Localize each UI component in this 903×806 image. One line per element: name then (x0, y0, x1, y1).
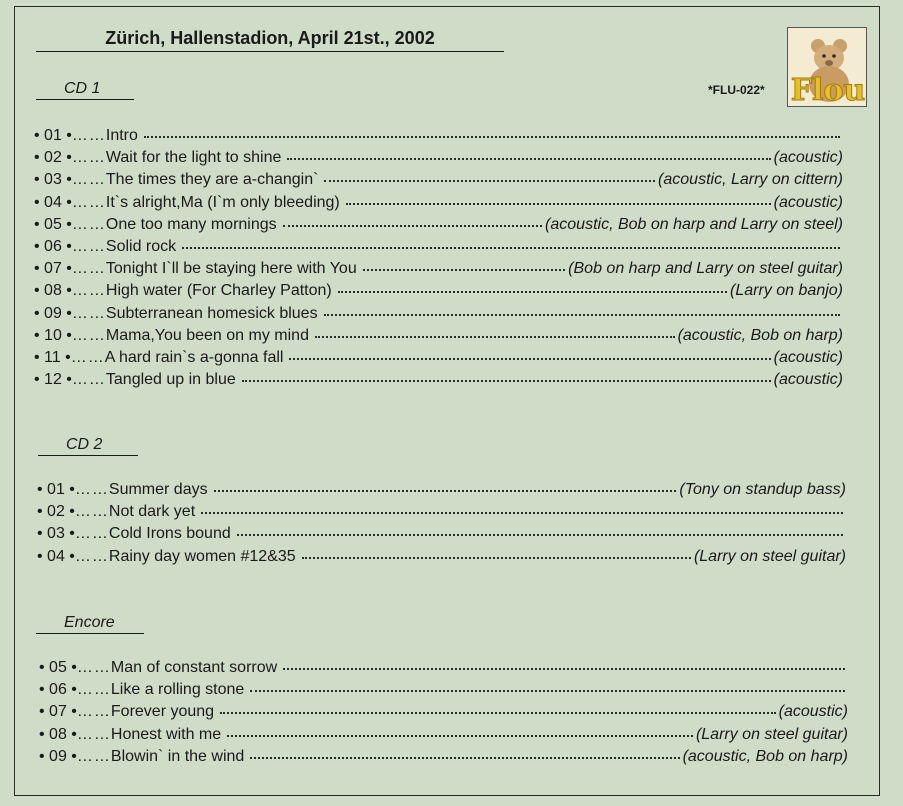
track-number: • 08 • (34, 282, 72, 300)
track-row (37, 522, 846, 544)
dot-leader (283, 654, 845, 670)
track-row (34, 257, 843, 279)
track-leader: …… (71, 326, 106, 344)
track-number: • 01 • (37, 481, 75, 498)
track-row (37, 500, 846, 522)
track-row (39, 745, 848, 767)
page-title: Zürich, Hallenstadion, April 21st., 2002 (36, 28, 504, 52)
track-row (34, 146, 843, 168)
track-leader: …… (71, 215, 106, 233)
track-row (39, 723, 848, 745)
track-row (37, 545, 846, 567)
track-leader: …… (76, 703, 111, 721)
track-row (34, 191, 843, 213)
track-note: (acoustic) (773, 193, 843, 211)
dot-leader (283, 211, 542, 227)
track-row (39, 700, 848, 722)
track-row (34, 346, 843, 368)
track-row (37, 478, 846, 500)
track-leader: …… (76, 747, 111, 765)
track-title: Mama,You been on my mind (105, 326, 309, 344)
section-label: Encore (36, 614, 144, 634)
track-note: (acoustic, Bob on harp) (682, 747, 848, 765)
track-row (34, 368, 843, 390)
teddy-bear-logo-icon (788, 28, 867, 107)
track-title: Not dark yet (108, 503, 196, 521)
section-label: CD 1 (36, 80, 134, 100)
logo (787, 27, 867, 107)
dot-leader (220, 698, 776, 714)
dot-leader (324, 166, 655, 182)
dot-leader (182, 233, 840, 249)
track-note: (Tony on standup bass) (679, 481, 846, 498)
track-title: Solid rock (105, 238, 177, 255)
track-title: Tangled up in blue (105, 371, 236, 389)
track-note: (Larry on banjo) (730, 282, 843, 300)
track-leader: …… (71, 304, 106, 322)
track-title: Intro (105, 127, 138, 144)
track-number: • 02 • (34, 149, 72, 167)
track-number: • 12 • (34, 371, 72, 389)
track-leader: …… (74, 481, 109, 498)
dot-leader (315, 322, 675, 338)
dot-leader (338, 277, 727, 293)
track-number: • 05 • (39, 659, 77, 676)
track-title: High water (For Charley Patton) (105, 282, 332, 300)
track-row (39, 656, 848, 678)
track-note: (Larry on steel guitar) (693, 547, 846, 565)
track-row (34, 235, 843, 257)
track-note: (acoustic) (773, 371, 843, 389)
track-number: • 04 • (37, 547, 75, 565)
track-leader: …… (71, 171, 106, 189)
track-leader: …… (70, 349, 105, 366)
track-row (34, 124, 843, 146)
track-number: • 01 • (34, 127, 72, 144)
track-title: One too many mornings (105, 215, 277, 233)
dot-leader (144, 122, 840, 138)
track-note: (acoustic) (773, 149, 843, 167)
dot-leader (201, 498, 843, 514)
dot-leader (214, 476, 677, 492)
track-title: A hard rain`s a-gonna fall (104, 349, 284, 366)
track-row (39, 678, 848, 700)
track-leader: …… (71, 149, 106, 167)
track-number: • 04 • (34, 193, 72, 211)
track-number: • 06 • (39, 681, 77, 699)
track-leader: …… (74, 503, 109, 521)
track-title: Tonight I`ll be staying here with You (105, 260, 357, 278)
svg-text:Flou: Flou (790, 73, 866, 107)
track-title: Honest with me (110, 725, 222, 743)
track-leader: …… (71, 238, 106, 255)
track-number: • 03 • (37, 525, 75, 543)
dot-leader (363, 255, 565, 271)
track-note: (acoustic, Larry on cittern) (658, 171, 843, 189)
track-number: • 02 • (37, 503, 75, 521)
dot-leader (302, 543, 691, 559)
dot-leader (250, 743, 679, 759)
dot-leader (346, 189, 771, 205)
track-title: Forever young (110, 703, 215, 721)
section-label: CD 2 (38, 436, 138, 456)
track-title: Rainy day women #12&35 (108, 547, 296, 565)
track-leader: …… (74, 547, 109, 565)
track-title: The times they are a-changin` (105, 171, 319, 189)
track-leader: …… (76, 681, 111, 699)
track-leader: …… (71, 260, 106, 278)
track-leader: …… (74, 525, 109, 543)
track-leader: …… (71, 371, 106, 389)
track-title: It`s alright,Ma (I`m only bleeding) (105, 193, 340, 211)
track-leader: …… (71, 282, 106, 300)
track-title: Summer days (108, 481, 208, 498)
track-number: • 09 • (34, 304, 72, 322)
track-note: (Bob on harp and Larry on steel guitar) (568, 260, 843, 278)
track-title: Like a rolling stone (110, 681, 245, 699)
track-leader: …… (76, 725, 111, 743)
track-leader: …… (71, 193, 106, 211)
track-title: Wait for the light to shine (105, 149, 282, 167)
track-note: (acoustic, Bob on harp) (677, 326, 843, 344)
dot-leader (287, 144, 770, 160)
track-note: (acoustic, Bob on harp and Larry on steel) (545, 215, 843, 233)
dot-leader (289, 344, 770, 360)
track-number: • 09 • (39, 747, 77, 765)
track-number: • 07 • (34, 260, 72, 278)
dot-leader (324, 300, 840, 316)
track-number: • 03 • (34, 171, 72, 189)
track-number: • 08 • (39, 725, 77, 743)
track-number: • 10 • (34, 326, 72, 344)
track-row (34, 168, 843, 190)
track-leader: …… (76, 659, 111, 676)
track-note: (acoustic) (778, 703, 848, 721)
dot-leader (242, 366, 771, 382)
track-title: Cold Irons bound (108, 525, 231, 543)
track-title: Subterranean homesick blues (105, 304, 318, 322)
track-note: (acoustic) (773, 349, 843, 366)
track-title: Blowin` in the wind (110, 747, 245, 765)
track-number: • 06 • (34, 238, 72, 255)
track-row (34, 213, 843, 235)
track-number: • 05 • (34, 215, 72, 233)
track-leader: …… (71, 127, 106, 144)
track-note: (Larry on steel guitar) (695, 725, 848, 743)
track-number: • 07 • (39, 703, 77, 721)
track-row (34, 324, 843, 346)
catalog-number: *FLU-022* (708, 83, 765, 97)
track-row (34, 279, 843, 301)
dot-leader (227, 721, 693, 737)
dot-leader (250, 676, 845, 692)
track-number: • 11 • (34, 349, 71, 366)
track-title: Man of constant sorrow (110, 659, 278, 676)
dot-leader (237, 520, 843, 536)
track-row (34, 302, 843, 324)
